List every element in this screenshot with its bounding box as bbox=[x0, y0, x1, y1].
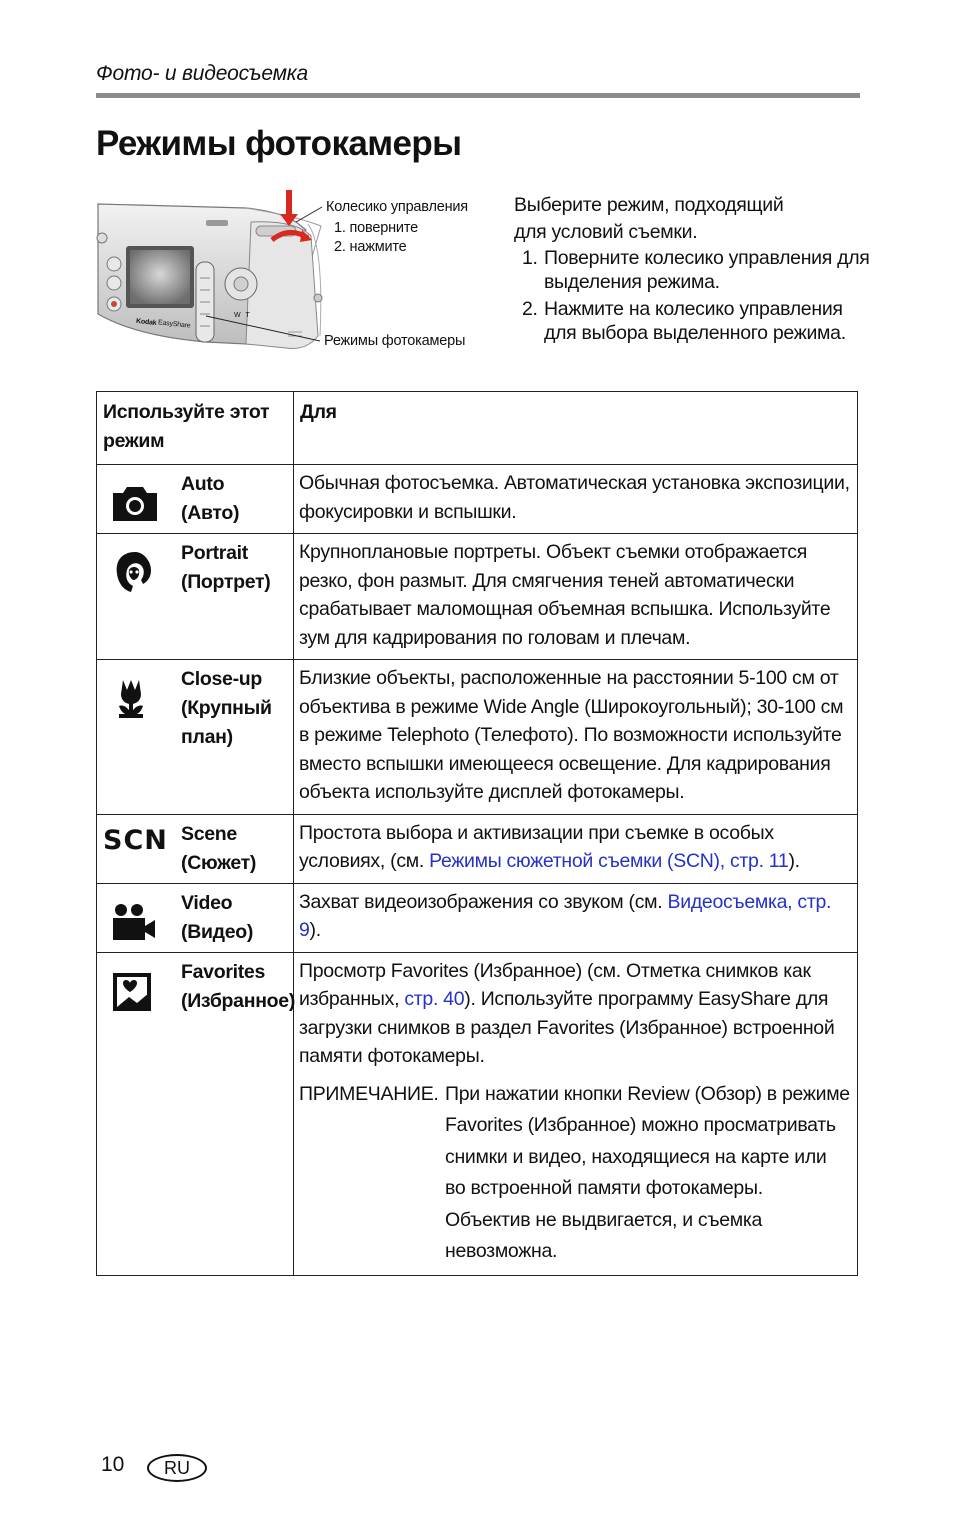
mode-name bbox=[181, 665, 281, 752]
page-title: Режимы фотокамеры bbox=[96, 124, 462, 163]
mode-name-ru: (Портрет) bbox=[181, 571, 271, 593]
scn-icon: SCN bbox=[103, 824, 168, 856]
callout-camera-modes: Режимы фотокамеры bbox=[324, 333, 466, 349]
mode-description bbox=[294, 534, 858, 660]
mode-description bbox=[294, 465, 858, 534]
header-mode: Используйте этот режим bbox=[97, 392, 294, 465]
callout-dial-step-2: 2. нажмите bbox=[334, 239, 407, 255]
mode-name-ru: (Авто) bbox=[181, 502, 240, 524]
step-text: Нажмите на колесико управления для выбора выделенного режима. bbox=[544, 298, 846, 344]
mode-cell bbox=[97, 952, 294, 1275]
table-row bbox=[97, 883, 858, 952]
portrait-icon bbox=[109, 550, 161, 594]
mode-name-ru: (Избранное) bbox=[181, 989, 296, 1012]
description-text: Крупноплановые портреты. Объект съемки отображается резко, фон размыт. Для смягчения теней автоматически срабатывает маломощная объемная вспышка. Используйте зум для кадрирования по головам и плечам. bbox=[299, 541, 831, 649]
description-text-before: Простота выбора и активизации при съемке в особых условиях, (см. bbox=[299, 821, 774, 872]
mode-name-en: Portrait bbox=[181, 542, 248, 564]
mode-cell bbox=[97, 814, 294, 883]
description-text-after: ). bbox=[788, 850, 800, 872]
description-text bbox=[299, 819, 851, 876]
video-camera-icon bbox=[109, 900, 161, 944]
favorites-icon bbox=[109, 969, 161, 1013]
description-text: Близкие объекты, расположенные на расстоянии 5-100 см от объектива в режиме Wide Angle (Широкоугольный); 30-100 см в режиме Telephoto (Телефото). По возможности используйте вместо вспышки имеющееся освещение. Для кадрирования объекта используйте дисплей фотокамеры. bbox=[299, 667, 844, 803]
description-text-after: ). Используйте программу EasyShare для загрузки снимков в раздел Favorites (Избранное) встроенной памяти фотокамеры. bbox=[299, 988, 835, 1067]
header-purpose: Для bbox=[294, 392, 858, 465]
mode-name-ru: (Видео) bbox=[181, 920, 254, 943]
mode-name bbox=[181, 539, 270, 597]
zoom-label: W T bbox=[234, 312, 250, 319]
mode-name-en: Auto bbox=[181, 473, 225, 495]
mode-cell bbox=[97, 883, 294, 952]
modes-table bbox=[96, 391, 858, 1276]
intro bbox=[514, 192, 874, 348]
description-text bbox=[299, 957, 851, 1071]
mode-name-en: Close-up bbox=[181, 668, 263, 690]
mode-name-en: Video bbox=[181, 891, 233, 914]
table-row bbox=[97, 814, 858, 883]
mode-name-ru: (Крупный план) bbox=[181, 697, 272, 748]
mode-name bbox=[181, 958, 295, 1016]
description-text-before: Захват видеоизображения со звуком (см. bbox=[299, 890, 668, 913]
mode-name bbox=[181, 470, 239, 528]
description-text bbox=[299, 888, 851, 945]
step-text: Поверните колесико управления для выделения режима. bbox=[544, 247, 870, 293]
mode-cell bbox=[97, 465, 294, 534]
intro-line-2: для условий съемки. bbox=[514, 221, 698, 243]
video-link[interactable]: Видеосъемка, стр. 9 bbox=[299, 890, 832, 941]
table-header-row bbox=[97, 392, 858, 465]
mode-cell bbox=[97, 660, 294, 815]
mode-name-en: Favorites bbox=[181, 960, 266, 983]
mode-description bbox=[294, 952, 858, 1275]
camera-icon bbox=[109, 481, 161, 525]
mode-name-en: Scene bbox=[181, 822, 237, 845]
favorites-page-link[interactable]: стр. 40 bbox=[404, 988, 465, 1010]
flower-icon bbox=[109, 676, 161, 720]
description-text-before: Просмотр Favorites (Избранное) (см. Отметка снимков как избранных, bbox=[299, 959, 811, 1010]
intro-step bbox=[514, 246, 874, 294]
step-number: 2. bbox=[522, 298, 538, 320]
mode-description bbox=[294, 883, 858, 952]
intro-line-1: Выберите режим, подходящий bbox=[514, 194, 784, 216]
description-text-after: ). bbox=[309, 919, 321, 941]
table-row bbox=[97, 660, 858, 815]
mode-cell bbox=[97, 534, 294, 660]
camera-model: EasyShare bbox=[157, 319, 191, 330]
camera-figure bbox=[96, 186, 496, 358]
step-number: 1. bbox=[522, 247, 538, 269]
mode-description bbox=[294, 660, 858, 815]
table-row bbox=[97, 465, 858, 534]
callout-dial-title: Колесико управления bbox=[326, 199, 468, 215]
camera-brand: Kodak bbox=[135, 317, 157, 328]
language-badge: RU bbox=[147, 1454, 207, 1482]
running-head: Фото- и видеосъемка bbox=[96, 62, 308, 85]
description-text: Обычная фотосъемка. Автоматическая установка экспозиции, фокусировки и вспышки. bbox=[299, 472, 850, 523]
intro-steps bbox=[514, 246, 874, 345]
note-label: ПРИМЕЧАНИЕ. bbox=[299, 1082, 439, 1105]
header-rule bbox=[96, 93, 860, 98]
intro-step bbox=[514, 297, 874, 345]
mode-name bbox=[181, 889, 253, 947]
mode-name bbox=[181, 820, 256, 878]
page-number: 10 bbox=[101, 1453, 125, 1476]
note-text: При нажатии кнопки Review (Обзор) в режиме Favorites (Избранное) можно просматривать снимки и видео, находящиеся на карте или во встроенной памяти фотокамеры. Объектив не выдвигается, и съемка невозможна. bbox=[445, 1082, 850, 1262]
table-row bbox=[97, 534, 858, 660]
table-row bbox=[97, 952, 858, 1275]
mode-description bbox=[294, 814, 858, 883]
callout-dial-step-1: 1. поверните bbox=[334, 220, 418, 236]
note bbox=[299, 1079, 851, 1268]
mode-name-ru: (Сюжет) bbox=[181, 851, 257, 874]
scene-modes-link[interactable]: Режимы сюжетной съемки (SCN), стр. 11 bbox=[429, 850, 789, 872]
